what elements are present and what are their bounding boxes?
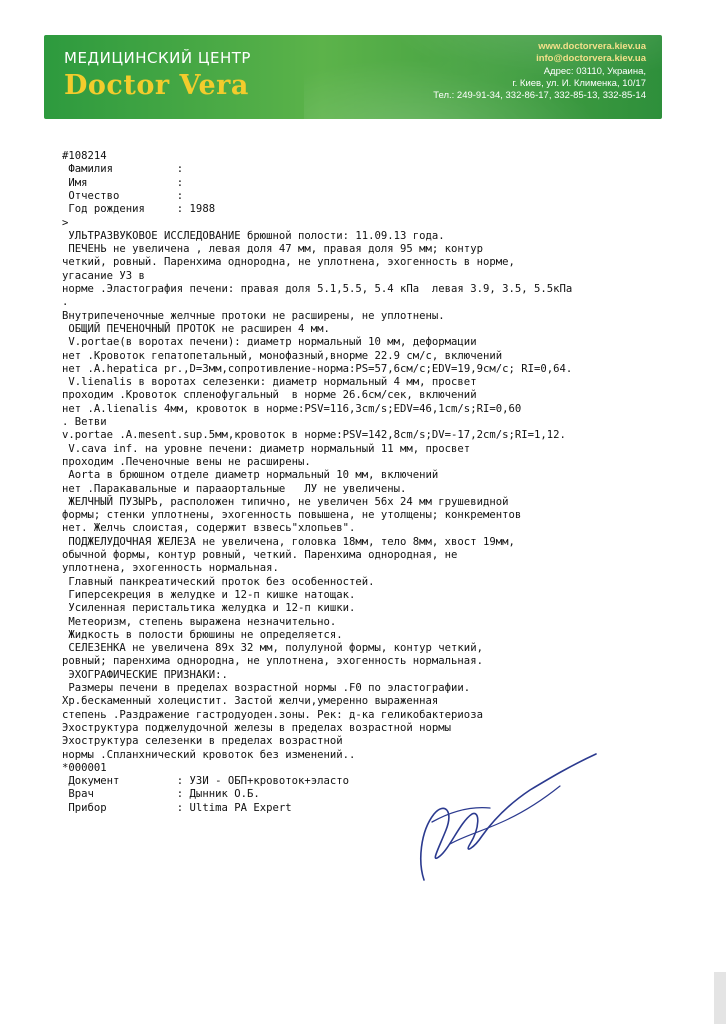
- report-line: обычной формы, контур ровный, четкий. Паренхима однородная, не: [62, 549, 458, 561]
- report-line: Гиперсекреция в желудке и 12-п кишке натощак.: [62, 588, 356, 601]
- report-line: v.portae .A.mesent.sup.5мм,кровоток в норме:PSV=142,8cm/s;DV=-17,2cm/s;RI=1,12.: [62, 429, 566, 442]
- report-line: нет .A.lienalis 4мм, кровоток в норме:PSV=116,3cm/s;EDV=46,1cm/s;RI=0,60: [62, 402, 522, 415]
- phone-numbers: Тел.: 249-91-34, 332-86-17, 332-85-13, 332-85-14: [433, 90, 646, 102]
- report-line: . Ветви: [62, 416, 107, 428]
- report-line: проходим .Кровоток спленофугальный в норме 26.6см/сек, включений: [62, 389, 477, 402]
- report-line: Хр.бескаменный холецистит. Застой желчи,умеренно выраженная: [62, 695, 439, 708]
- report-line: Отчество :: [62, 189, 184, 202]
- report-line: нет .Кровоток гепатопетальный, монофазный,внорме 22.9 см/с, включений: [62, 349, 503, 362]
- report-line: Год рождения : 1988: [62, 203, 216, 216]
- report-line: Внутрипеченочные желчные протоки не расширены, не уплотнены.: [62, 309, 445, 322]
- report-line: уплотнена, эхогенность нормальная.: [62, 562, 279, 575]
- report-line: Усиленная перистальтика желудка и 12-п кишки.: [62, 602, 356, 615]
- report-line: нет. Желчь слоистая, содержит взвесь"хлопьев".: [62, 522, 356, 535]
- report-line: норме .Эластография печени: правая доля 5.1,5.5, 5.4 кПа левая 3.9, 3.5, 5.5кПа: [62, 283, 573, 295]
- report-line: Прибор : Ultima PA Expert: [62, 801, 292, 814]
- report-line: УЛЬТРАЗВУКОВОЕ ИССЛЕДОВАНИЕ брюшной полости: 11.09.13 года.: [62, 229, 445, 242]
- report-line: нормы .Спланхнический кровоток без изменений..: [62, 748, 356, 761]
- report-line: V.cava inf. на уровне печени: диаметр нормальный 11 мм, просвет: [62, 442, 471, 455]
- report-line: степень .Раздражение гастродуоден.зоны. Рек: д-ка геликобактериоза: [62, 708, 483, 721]
- report-line: формы; стенки уплотнены, эхогенность повышена, не утолщены; конкрементов: [62, 509, 522, 522]
- report-line: Эхоструктура поджелудочной железы в пределах возрастной нормы: [62, 721, 452, 734]
- report-line: угасание УЗ в: [62, 269, 145, 282]
- brand-logo-text: Doctor Vera: [64, 70, 249, 101]
- signature-image: [410, 752, 600, 890]
- report-line: ЭХОГРАФИЧЕСКИЕ ПРИЗНАКИ:.: [62, 668, 228, 681]
- report-line: Имя :: [62, 176, 184, 189]
- report-line: ПОДЖЕЛУДОЧНАЯ ЖЕЛЕЗА не увеличена, головка 18мм, тело 8мм, хвост 19мм,: [62, 535, 515, 548]
- report-line: V.lienalis в воротах селезенки: диаметр нормальный 4 мм, просвет: [62, 376, 477, 389]
- report-line: Метеоризм, степень выражена незначительно.: [62, 615, 337, 628]
- report-line: Aorta в брюшном отделе диаметр нормальный 10 мм, включений: [62, 469, 439, 482]
- report-line: четкий, ровный. Паренхима однородна, не уплотнена, эхогенность в норме,: [62, 256, 515, 269]
- report-line: ровный; паренхима однородна, не уплотнена, эхогенность нормальная.: [62, 655, 483, 668]
- scrollbar[interactable]: [714, 972, 726, 1024]
- report-line: Фамилия :: [62, 163, 184, 176]
- report-line: нет .A.hepatica pr.,D=3мм,сопротивление-норма:PS=57,6см/с;EDV=19,9см/с; RI=0,64.: [62, 362, 573, 375]
- report-line: ОБЩИЙ ПЕЧЕНОЧНЫЙ ПРОТОК не расширен 4 мм.: [62, 322, 330, 335]
- report-line: *000001: [62, 761, 107, 774]
- report-line: Жидкость в полости брюшины не определяется.: [62, 628, 343, 641]
- report-line: ЖЕЛЧНЫЙ ПУЗЫРЬ, расположен типично, не увеличен 56х 24 мм грушевидной: [62, 495, 509, 508]
- report-line: Врач : Дынник О.Б.: [62, 788, 260, 801]
- report-line: Эхоструктура селезенки в пределах возрастной: [62, 735, 343, 748]
- report-line: ПЕЧЕНЬ не увеличена , левая доля 47 мм, правая доля 95 мм; контур: [62, 243, 483, 256]
- report-line: #108214: [62, 150, 107, 162]
- email-link[interactable]: info@doctorvera.kiev.ua: [536, 53, 646, 65]
- report-line: >: [62, 216, 69, 229]
- report-line: нет .Паракавальные и парааортальные ЛУ не увеличены.: [62, 482, 407, 495]
- report-line: V.portae(в воротах печени): диаметр нормальный 10 мм, деформации: [62, 336, 477, 349]
- center-label: МЕДИЦИНСКИЙ ЦЕНТР: [64, 49, 251, 67]
- report-line: .: [62, 296, 69, 309]
- report-line: проходим .Печеночные вены не расширены.: [62, 455, 311, 468]
- report-line: Размеры печени в пределах возрастной нормы .F0 по эластографии.: [62, 682, 471, 694]
- report-line: Главный панкреатический проток без особенностей.: [62, 575, 375, 588]
- report-line: Документ : УЗИ - ОБП+кровоток+эласто: [62, 775, 350, 788]
- website-link[interactable]: www.doctorvera.kiev.ua: [538, 41, 646, 52]
- address-line-2: г. Киев, ул. И. Клименка, 10/17: [512, 77, 646, 89]
- report-line: СЕЛЕЗЕНКА не увеличена 89х 32 мм, полулуной формы, контур четкий,: [62, 642, 483, 655]
- address-line-1: Адрес: 03110, Украина,: [543, 65, 646, 77]
